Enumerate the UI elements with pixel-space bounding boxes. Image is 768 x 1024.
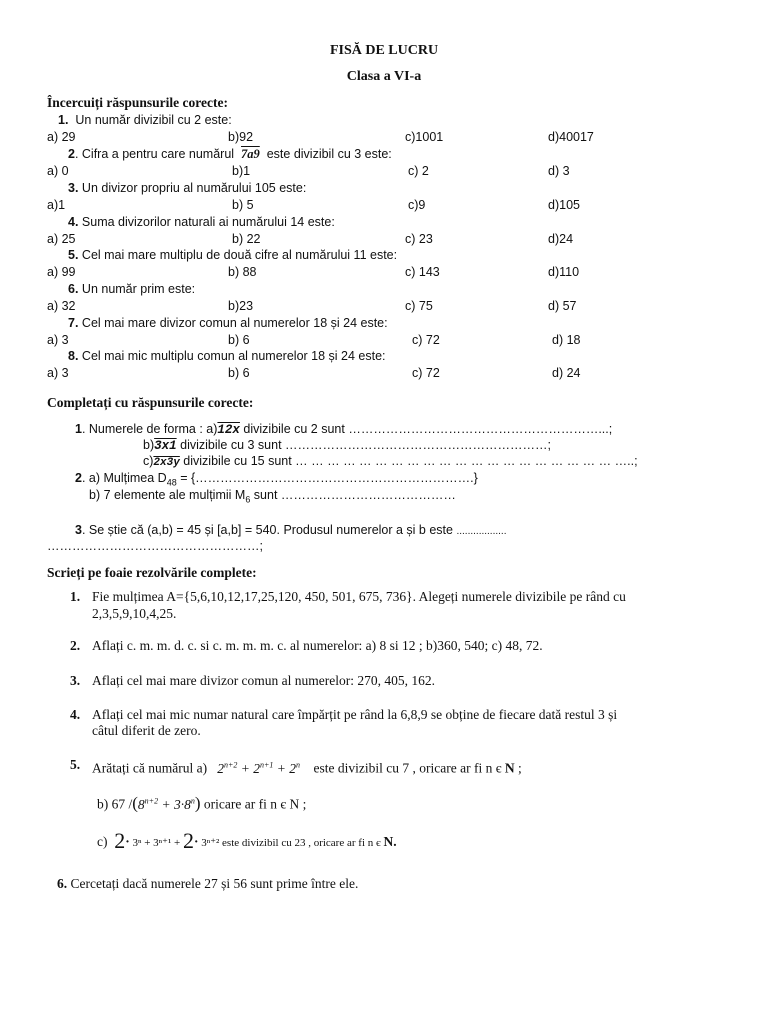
q4-option-a: a) 25 bbox=[47, 232, 76, 246]
problem2-number: 2. bbox=[70, 638, 81, 653]
section1-header: Încercuiți răspunsurile corecte: bbox=[47, 95, 228, 110]
q7-text: 7. Cel mai mare divizor comun al numerelor 18 și 24 este: bbox=[68, 316, 388, 330]
q4-option-d: d)24 bbox=[548, 232, 574, 246]
q6-option-d: d) 57 bbox=[548, 299, 577, 313]
q1-text: 1. Un număr divizibil cu 2 este: bbox=[58, 113, 232, 127]
section2-header: Completați cu răspunsurile corecte: bbox=[47, 395, 254, 410]
q6-text: 6. Un număr prim este: bbox=[68, 282, 196, 296]
problem1-text-2: 2,3,5,9,10,4,25. bbox=[92, 606, 177, 621]
q4-option-c: c) 23 bbox=[405, 232, 433, 246]
q3-option-c: c)9 bbox=[408, 198, 426, 212]
q8-text: 8. Cel mai mic multiplu comun al numerelor 18 și 24 este: bbox=[68, 349, 386, 363]
q1-option-d: d)40017 bbox=[548, 130, 594, 144]
q8-option-a: a) 3 bbox=[47, 366, 69, 380]
completion-line-3: c)2x3y divizibile cu 15 sunt … … … … … … … … … … … … … … … … … … … … …..; bbox=[143, 454, 638, 469]
completion-line-2: b)3x1 divizibile cu 3 sunt ………………………………………………………; bbox=[143, 438, 551, 453]
q4-text: 4. Suma divizorilor naturali ai numărului 14 este: bbox=[68, 215, 335, 229]
section3-header: Scrieți pe foaie rezolvările complete: bbox=[47, 565, 257, 580]
problem1-text: Fie mulțimea A={5,6,10,12,17,25,120, 450, 501, 675, 736}. Alegeți numerele divizibile pe rând cu bbox=[92, 589, 626, 604]
q2-option-b: b)1 bbox=[232, 164, 251, 178]
q3-option-b: b) 5 bbox=[232, 198, 254, 212]
completion-line-6: 3. Se știe că (a,b) = 45 și [a,b] = 540. Produsul numerelor a și b este .................. bbox=[75, 523, 507, 537]
problem2-text: Aflați c. m. m. d. c. si c. m. m. m. c. al numerelor: a) 8 si 12 ; b)360, 540; c) 48, 72. bbox=[92, 638, 543, 653]
q1-option-a: a) 29 bbox=[47, 130, 76, 144]
q1-option-b: b)92 bbox=[228, 130, 254, 144]
problem4-number: 4. bbox=[70, 707, 81, 722]
q3-text: 3. Un divizor propriu al numărului 105 este: bbox=[68, 181, 307, 195]
problem5b-text: b) 67 $/(8^{n+2} + 3\cdot 8^n)$ oricare ar fi n є N ; bbox=[97, 793, 307, 813]
problem4-text-2: câtul diferit de zero. bbox=[92, 723, 201, 738]
q2-option-d: d) 3 bbox=[548, 164, 570, 178]
q2-option-c: c) 2 bbox=[408, 164, 429, 178]
q1-option-c: c)1001 bbox=[405, 130, 444, 144]
problem5-number: 5. bbox=[70, 757, 81, 772]
q6-option-a: a) 32 bbox=[47, 299, 76, 313]
q5-option-c: c) 143 bbox=[405, 265, 440, 279]
q7-option-b: b) 6 bbox=[228, 333, 250, 347]
q3-option-a: a)1 bbox=[47, 198, 66, 212]
problem4-text: Aflați cel mai mic numar natural care împărțit pe rând la 6,8,9 se obține de fiecare dată restul 3 și bbox=[92, 707, 618, 722]
problem1-number: 1. bbox=[70, 589, 81, 604]
q6-option-c: c) 75 bbox=[405, 299, 433, 313]
page-title: FISĂ DE LUCRU bbox=[329, 43, 439, 58]
q7-option-d: d) 18 bbox=[552, 333, 581, 347]
q6-option-b: b)23 bbox=[228, 299, 254, 313]
q3-option-d: d)105 bbox=[548, 198, 580, 212]
q4-option-b: b) 22 bbox=[232, 232, 261, 246]
problem6-text: 6. Cercetați dacă numerele 27 și 56 sunt prime între ele. bbox=[57, 876, 359, 891]
q5-option-d: d)110 bbox=[548, 265, 580, 279]
q7-option-a: a) 3 bbox=[47, 333, 69, 347]
problem3-text: Aflați cel mai mare divizor comun al numerelor: 270, 405, 162. bbox=[92, 673, 436, 688]
q8-option-d: d) 24 bbox=[552, 366, 581, 380]
problem5c-text: c) 2· 3ⁿ + 3ⁿ⁺¹ + 2· 3ⁿ⁺² este divizibil cu 23 , oricare ar fi n є N. bbox=[97, 828, 397, 853]
completion-line-4: 2. a) Mulțimea $D_{48}$ = {………………………………………………………….} bbox=[75, 471, 478, 488]
q2-option-a: a) 0 bbox=[47, 164, 69, 178]
q5-option-a: a) 99 bbox=[47, 265, 76, 279]
page-subtitle: Clasa a VI-a bbox=[346, 69, 422, 84]
problem3-number: 3. bbox=[70, 673, 81, 688]
q5-option-b: b) 88 bbox=[228, 265, 257, 279]
completion-line-1: 1. Numerele de forma : a)12x divizibile cu 2 sunt ……………………………………………………...; bbox=[75, 422, 613, 437]
q8-option-b: b) 6 bbox=[228, 366, 250, 380]
q8-option-c: c) 72 bbox=[412, 366, 440, 380]
completion-line-7: ……………………………………………; bbox=[47, 539, 263, 553]
problem5a-text: Arătați că numărul a) $2^{n+2} + 2^{n+1} + 2^n$ este divizibil cu 7 , oricare ar fi n є N ; bbox=[92, 760, 522, 776]
q5-text: 5. Cel mai mare multiplu de două cifre al numărului 11 este: bbox=[68, 248, 398, 262]
q7-option-c: c) 72 bbox=[412, 333, 440, 347]
completion-line-5: b) 7 elemente ale mulțimii $M_6$ sunt …………………………………… bbox=[89, 488, 456, 505]
q2-text: 2. Cifra a pentru care numărul 7a9 este divizibil cu 3 este: bbox=[68, 147, 392, 161]
